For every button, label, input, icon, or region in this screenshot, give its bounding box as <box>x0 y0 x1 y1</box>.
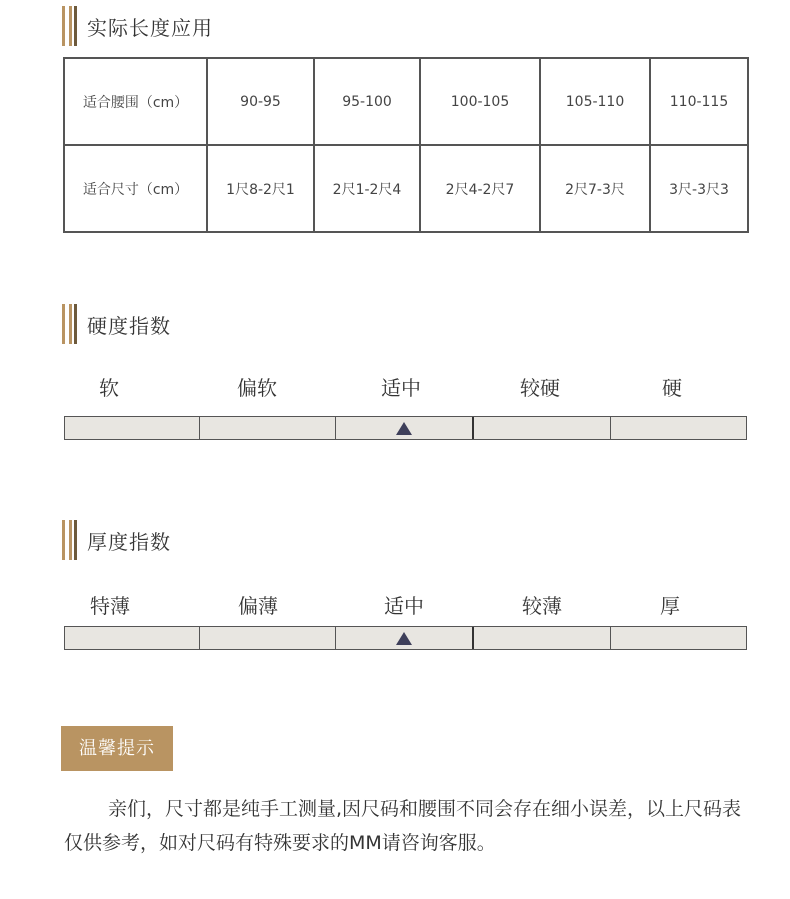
title-accent-bar <box>74 520 77 560</box>
title-accent-bar <box>62 6 65 46</box>
title-accent-bar <box>69 6 72 46</box>
title-accent-bar <box>74 6 77 46</box>
title-accent-bar <box>69 304 72 344</box>
title-accent-bar <box>62 304 65 344</box>
indicator-triangle-icon <box>396 422 412 435</box>
table-row <box>64 145 748 232</box>
scale-label: 特薄 <box>90 594 130 618</box>
tip-badge: 温馨提示 <box>61 726 173 771</box>
scale-label: 偏薄 <box>238 594 278 618</box>
table-cell: 2尺7-3尺 <box>540 145 650 232</box>
scale-segment <box>336 417 474 439</box>
table-cell: 95-100 <box>314 58 420 145</box>
title-accent-bar <box>69 520 72 560</box>
indicator-triangle-icon <box>396 632 412 645</box>
row-label-size: 适合尺寸（cm） <box>64 145 207 232</box>
scale-label: 硬 <box>662 376 682 400</box>
table-cell: 100-105 <box>420 58 540 145</box>
table-cell: 110-115 <box>650 58 748 145</box>
hardness-section-title: 硬度指数 <box>87 314 171 338</box>
size-table <box>63 57 749 233</box>
scale-segment <box>474 417 611 439</box>
table-cell: 105-110 <box>540 58 650 145</box>
scale-segment <box>474 627 611 649</box>
scale-segment <box>200 627 336 649</box>
scale-segment <box>65 417 200 439</box>
scale-segment <box>611 627 746 649</box>
scale-segment <box>65 627 200 649</box>
title-accent-bar <box>74 304 77 344</box>
tip-text: 亲们，尺寸都是纯手工测量,因尺码和腰围不同会存在细小误差，以上尺码表仅供参考，如对尺码有特殊要求的MM请咨询客服。 <box>64 798 742 854</box>
table-cell: 3尺-3尺3 <box>650 145 748 232</box>
table-cell: 2尺1-2尺4 <box>314 145 420 232</box>
thickness-scale-bar <box>64 626 747 650</box>
scale-segment <box>336 627 474 649</box>
scale-label: 厚 <box>660 594 680 618</box>
scale-label: 较薄 <box>522 594 562 618</box>
scale-label: 偏软 <box>237 376 277 400</box>
table-row <box>64 58 748 145</box>
row-label-waist: 适合腰围（cm） <box>64 58 207 145</box>
thickness-section-title: 厚度指数 <box>87 530 171 554</box>
scale-segment <box>611 417 746 439</box>
thickness-scale-labels <box>64 590 747 620</box>
hardness-scale-labels <box>64 372 747 402</box>
scale-label: 软 <box>99 376 119 400</box>
scale-label: 适中 <box>381 376 421 400</box>
size-section-title: 实际长度应用 <box>87 16 213 40</box>
table-cell: 90-95 <box>207 58 314 145</box>
table-cell: 1尺8-2尺1 <box>207 145 314 232</box>
hardness-scale-bar <box>64 416 747 440</box>
scale-label: 适中 <box>384 594 424 618</box>
scale-segment <box>200 417 336 439</box>
scale-label: 较硬 <box>520 376 560 400</box>
title-accent-bar <box>62 520 65 560</box>
table-cell: 2尺4-2尺7 <box>420 145 540 232</box>
